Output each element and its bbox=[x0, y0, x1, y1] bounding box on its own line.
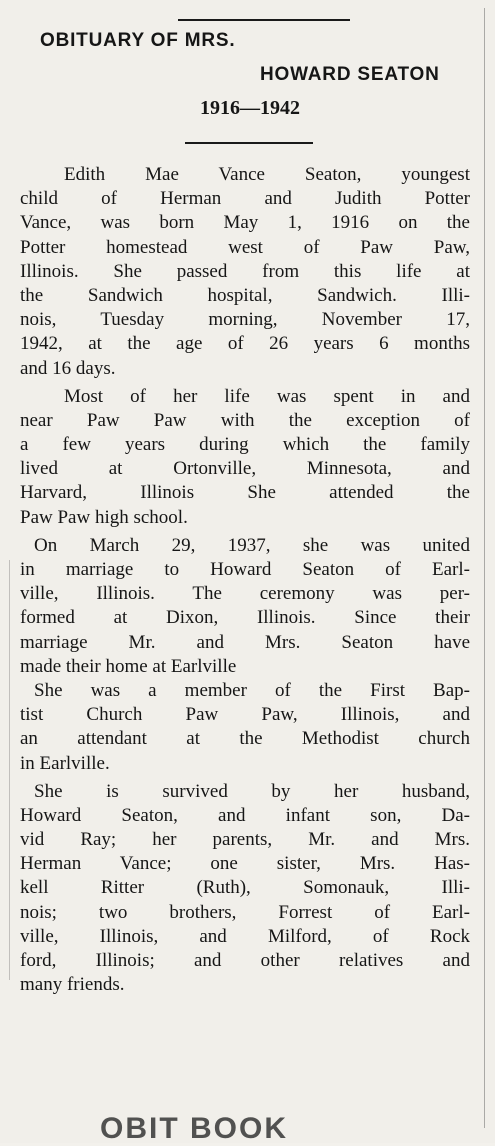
text-line: Vance, was born May 1, 1916 on the bbox=[20, 212, 470, 234]
text-line: She is survived by her husband, bbox=[34, 780, 470, 802]
text-line: Howard Seaton, and infant son, Da- bbox=[20, 804, 470, 826]
text-line: ville, Illinois, and Milford, of Rock bbox=[20, 925, 470, 947]
column-rule-right bbox=[484, 8, 485, 1128]
paragraph-birth bbox=[20, 163, 470, 381]
paragraph-church bbox=[20, 679, 470, 776]
text-line: an attendant at the Methodist church bbox=[20, 728, 470, 750]
text-line: in Earlville. bbox=[20, 752, 110, 774]
text-line: child of Herman and Judith Potter bbox=[20, 188, 470, 210]
text-line: Paw Paw high school. bbox=[20, 506, 188, 528]
text-line: nois; two brothers, Forrest of Earl- bbox=[20, 901, 470, 923]
text-line: ville, Illinois. The ceremony was per- bbox=[20, 583, 470, 605]
obit-book-stamp: OBIT BOOK bbox=[100, 1112, 288, 1145]
text-line: Harvard, Illinois She attended the bbox=[20, 482, 470, 504]
text-line: marriage Mr. and Mrs. Seaton have bbox=[20, 631, 470, 653]
text-line: vid Ray; her parents, Mr. and Mrs. bbox=[20, 829, 470, 851]
headline-line-2: HOWARD SEATON bbox=[260, 64, 440, 85]
text-line: 1942, at the age of 26 years 6 months bbox=[20, 333, 470, 355]
text-line: Illinois. She passed from this life at bbox=[20, 260, 470, 282]
paragraph-survivors bbox=[20, 780, 470, 998]
headline-line-1: OBITUARY OF MRS. bbox=[40, 30, 236, 51]
text-line: On March 29, 1937, she was united bbox=[34, 534, 470, 556]
text-line: many friends. bbox=[20, 974, 125, 996]
headline-rule bbox=[185, 142, 313, 144]
text-line: kell Ritter (Ruth), Somonauk, Illi- bbox=[20, 877, 470, 899]
top-rule bbox=[178, 19, 350, 21]
text-line: near Paw Paw with the exception of bbox=[20, 409, 470, 431]
text-line: Edith Mae Vance Seaton, youngest bbox=[64, 164, 470, 185]
paragraph-marriage bbox=[20, 534, 470, 679]
text-line: lived at Ortonville, Minnesota, and bbox=[20, 458, 470, 480]
text-line: Most of her life was spent in and bbox=[64, 385, 470, 407]
text-line: formed at Dixon, Illinois. Since their bbox=[20, 607, 470, 629]
text-line: nois, Tuesday morning, November 17, bbox=[20, 309, 470, 331]
text-line: Potter homestead west of Paw Paw, bbox=[20, 236, 470, 258]
text-line: Herman Vance; one sister, Mrs. Has- bbox=[20, 853, 470, 875]
text-line: a few years during which the family bbox=[20, 434, 470, 456]
text-line: ford, Illinois; and other relatives and bbox=[20, 950, 470, 971]
text-line: tist Church Paw Paw, Illinois, and bbox=[20, 704, 470, 726]
headline-years: 1916—1942 bbox=[200, 97, 300, 119]
paragraph-life bbox=[20, 385, 470, 530]
text-line: and 16 days. bbox=[20, 357, 116, 379]
text-line: the Sandwich hospital, Sandwich. Illi- bbox=[20, 284, 470, 306]
text-line: made their home at Earlville bbox=[20, 655, 237, 677]
text-line: in marriage to Howard Seaton of Earl- bbox=[20, 559, 470, 580]
obituary-body bbox=[20, 163, 470, 997]
text-line: She was a member of the First Bap- bbox=[34, 679, 470, 701]
column-rule-left bbox=[9, 560, 10, 980]
